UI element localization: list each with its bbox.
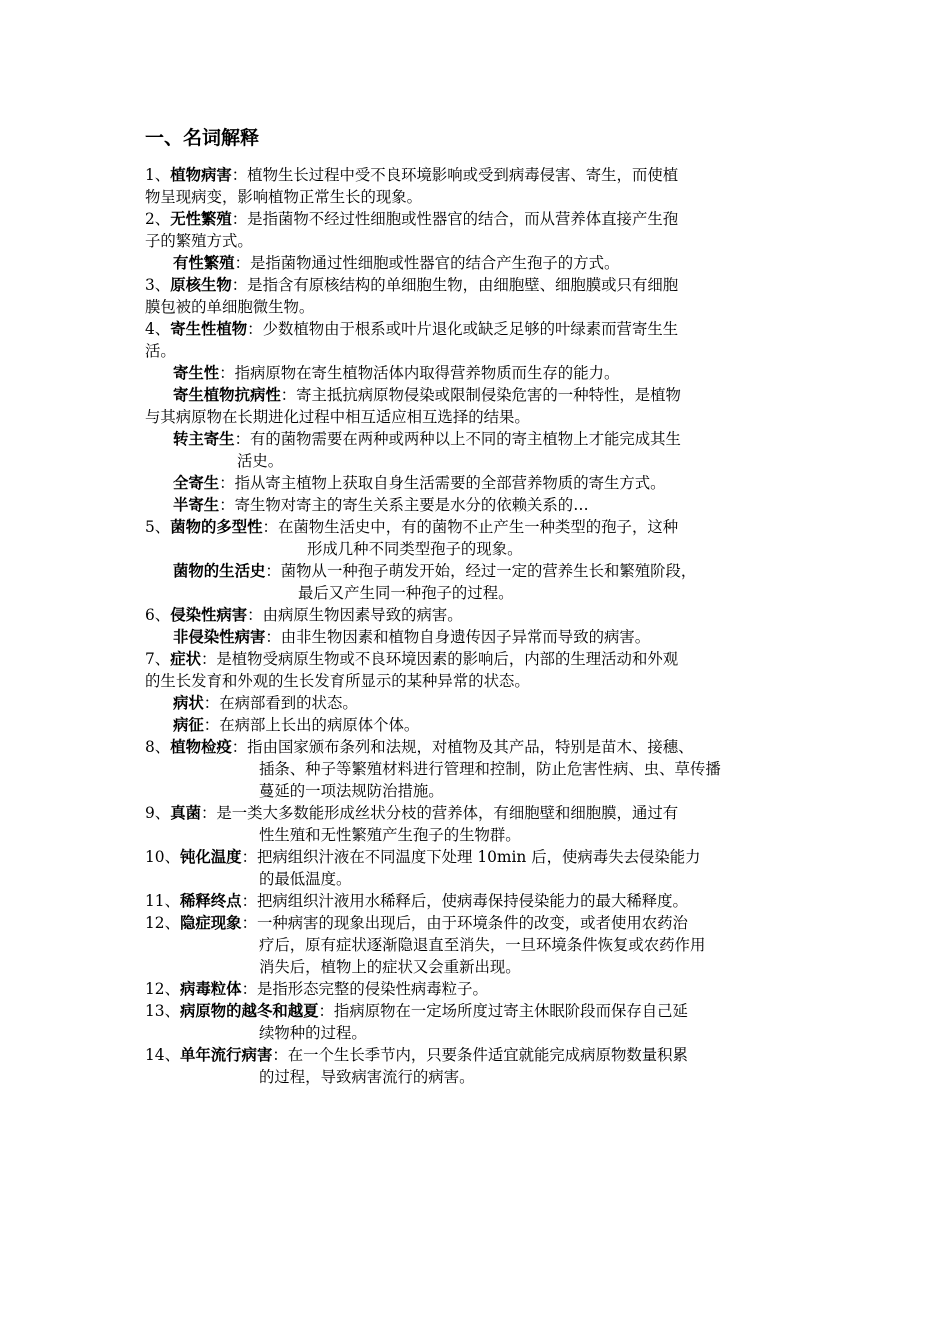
entry-4-line-1: 4、寄生性植物：少数植物由于根系或叶片退化或缺乏足够的叶绿素而营寄生生 [145,320,679,338]
entry-4d-line-1: 转主寄生：有的菌物需要在两种或两种以上不同的寄主植物上才能完成其生 [173,430,681,448]
entry-term: 菌物的多型性 [170,518,263,536]
entry-definition: 在一个生长季节内，只要条件适宜就能完成病原物数量积累 [287,1046,688,1064]
entry-definition: 是指菌物不经过性细胞或性器官的结合，而从营养体直接产生孢 [247,210,679,228]
entry-definition: 植物生长过程中受不良环境影响或受到病毒侵害、寄生，而使植 [247,166,679,184]
entry-definition: 是指含有原核结构的单细胞生物，由细胞壁、细胞膜或只有细胞 [247,276,679,294]
entry-number: 14、 [145,1046,180,1064]
entry-term: 原核生物 [170,276,232,294]
entry-2b-line-1: 有性繁殖：是指菌物通过性细胞或性器官的结合产生孢子的方式。 [173,254,620,272]
entry-12-line-1: 12、隐症现象：一种病害的现象出现后，由于环境条件的改变，或者使用农药治 [145,914,688,932]
entry-term: 病毒粒体 [179,980,242,998]
entry-5-line-2: 形成几种不同类型孢子的现象。 [307,540,523,558]
entry-7c-line-1: 病征：在病部上长出的病原体个体。 [173,716,420,734]
entry-term: 稀释终点 [179,892,242,910]
entry-11-line-1: 11、稀释终点：把病组织汁液用水稀释后，使病毒保持侵染能力的最大稀释度。 [145,892,688,910]
entry-number: 7、 [145,650,171,668]
entry-5b-line-1: 菌物的生活史：菌物从一种孢子萌发开始，经过一定的营养生长和繁殖阶段， [173,562,697,580]
section-heading: 一、名词解释 [145,127,260,149]
entry-14-line-1: 14、单年流行病害：在一个生长季节内，只要条件适宜就能完成病原物数量积累 [145,1046,688,1064]
entry-1-line-1: 1、植物病害：植物生长过程中受不良环境影响或受到病毒侵害、寄生，而使植 [145,166,679,184]
entry-number: 12、 [145,914,180,932]
entry-13-line-1: 13、病原物的越冬和越夏：指病原物在一定场所度过寄主休眠阶段而保存自己延 [145,1002,688,1020]
entry-term: 有性繁殖 [173,254,235,272]
entry-definition: 是一类大多数能形成丝状分枝的营养体，有细胞壁和细胞膜，通过有 [216,804,679,822]
entry-number: 9、 [145,804,171,822]
entry-number: 6、 [145,606,171,624]
entry-number: 4、 [145,320,171,338]
entry-4c-line-2: 与其病原物在长期进化过程中相互适应相互选择的结果。 [145,408,530,426]
entry-term: 病征 [173,716,204,734]
entry-term: 半寄生 [173,496,220,514]
entry-number: 3、 [145,276,171,294]
entry-term: 症状 [170,650,201,668]
entry-7-line-2: 的生长发育和外观的生长发育所显示的某种异常的状态。 [145,672,530,690]
entry-5-line-1: 5、菌物的多型性：在菌物生活史中，有的菌物不止产生一种类型的孢子，这种 [145,518,679,536]
entry-definition: 指病原物在一定场所度过寄主休眠阶段而保存自己延 [333,1002,688,1020]
entry-definition: 由非生物因素和植物自身遗传因子异常而导致的病害。 [280,628,651,646]
entry-definition: 寄主抵抗病原物侵染或限制侵染危害的一种特性，是植物 [296,386,681,404]
entry-7b-line-1: 病状：在病部看到的状态。 [173,694,358,712]
entry-definition: 把病组织汁液在不同温度下处理 10min 后，使病毒失去侵染能力 [256,848,701,866]
entry-term: 真菌 [170,804,201,822]
entry-8-line-2: 插条、种子等繁殖材料进行管理和控制，防止危害性病、虫、草传播 [259,760,721,778]
entry-number: 1、 [145,166,171,184]
entry-term: 侵染性病害 [170,606,248,624]
entry-term: 寄生性 [173,364,220,382]
entry-12-line-2: 疗后，原有症状逐渐隐退直至消失，一旦环境条件恢复或农药作用 [259,936,706,954]
entry-definition: 有的菌物需要在两种或两种以上不同的寄主植物上才能完成其生 [249,430,681,448]
entry-8-line-3: 蔓延的一项法规防治措施。 [259,782,444,800]
entry-definition: 是指形态完整的侵染性病毒粒子。 [256,980,488,998]
entry-5b-line-2: 最后又产生同一种孢子的过程。 [298,584,514,602]
entry-4e-line-1: 全寄生：指从寄主植物上获取自身生活需要的全部营养物质的寄生方式。 [173,474,666,492]
entry-term: 全寄生 [173,474,220,492]
entry-4c-line-1: 寄生植物抗病性：寄主抵抗病原物侵染或限制侵染危害的一种特性，是植物 [173,386,681,404]
entry-3-line-2: 膜包被的单细胞微生物。 [145,298,315,316]
entry-4b-line-1: 寄生性：指病原物在寄生植物活体内取得营养物质而生存的能力。 [173,364,620,382]
entry-definition: 指由国家颁布条列和法规，对植物及其产品，特别是苗木、接穗、 [247,738,694,756]
entry-number: 13、 [145,1002,180,1020]
entry-definition: 指从寄主植物上获取自身生活需要的全部营养物质的寄生方式。 [234,474,666,492]
entry-definition: 把病组织汁液用水稀释后，使病毒保持侵染能力的最大稀释度。 [256,892,688,910]
entry-number: 11、 [145,892,180,910]
entry-definition: 在菌物生活史中，有的菌物不止产生一种类型的孢子，这种 [277,518,679,536]
entry-term: 隐症现象 [179,914,242,932]
entry-14-line-2: 的过程，导致病害流行的病害。 [259,1068,475,1086]
entry-term: 病原物的越冬和越夏 [179,1002,319,1020]
entry-definition: 一种病害的现象出现后，由于环境条件的改变，或者使用农药治 [256,914,688,932]
entry-number: 12、 [145,980,180,998]
entry-10-line-1: 10、钝化温度：把病组织汁液在不同温度下处理 10min 后，使病毒失去侵染能力 [145,848,701,866]
entry-2-line-1: 2、无性繁殖：是指菌物不经过性细胞或性器官的结合，而从营养体直接产生孢 [145,210,679,228]
entry-definition: 寄生物对寄主的寄生关系主要是水分的依赖关系的… [234,496,589,514]
entry-1-line-2: 物呈现病变，影响植物正常生长的现象。 [145,188,423,206]
entry-definition: 是指菌物通过性细胞或性器官的结合产生孢子的方式。 [249,254,620,272]
entry-6-line-1: 6、侵染性病害：由病原生物因素导致的病害。 [145,606,463,624]
entry-term: 病状 [173,694,204,712]
entry-term: 寄生植物抗病性 [173,386,281,404]
entry-term: 无性繁殖 [170,210,232,228]
entry-number: 2、 [145,210,171,228]
entry-6b-line-1: 非侵染性病害：由非生物因素和植物自身遗传因子异常而导致的病害。 [173,628,651,646]
entry-definition: 在病部看到的状态。 [219,694,358,712]
entry-term: 钝化温度 [179,848,242,866]
entry-10-line-2: 的最低温度。 [259,870,352,888]
entry-term: 转主寄生 [173,430,235,448]
entry-definition: 指病原物在寄生植物活体内取得营养物质而生存的能力。 [234,364,620,382]
entry-definition: 少数植物由于根系或叶片退化或缺乏足够的叶绿素而营寄生生 [262,320,679,338]
entry-term: 寄生性植物 [170,320,248,338]
entry-12-line-3: 消失后，植物上的症状又会重新出现。 [259,958,521,976]
entry-definition: 由病原生物因素导致的病害。 [262,606,463,624]
entry-3-line-1: 3、原核生物：是指含有原核结构的单细胞生物，由细胞壁、细胞膜或只有细胞 [145,276,679,294]
entry-9-line-1: 9、真菌：是一类大多数能形成丝状分枝的营养体，有细胞壁和细胞膜，通过有 [145,804,679,822]
entry-number: 8、 [145,738,171,756]
entry-definition: 菌物从一种孢子萌发开始，经过一定的营养生长和繁殖阶段， [280,562,697,580]
entry-4f-line-1: 半寄生：寄生物对寄主的寄生关系主要是水分的依赖关系的… [173,496,589,514]
entry-term: 非侵染性病害 [173,628,266,646]
entry-number: 5、 [145,518,171,536]
entry-7-line-1: 7、症状：是植物受病原生物或不良环境因素的影响后，内部的生理活动和外观 [145,650,679,668]
entry-definition: 是植物受病原生物或不良环境因素的影响后，内部的生理活动和外观 [216,650,679,668]
entry-9-line-2: 性生殖和无性繁殖产生孢子的生物群。 [259,826,521,844]
entry-13-line-2: 续物种的过程。 [259,1024,367,1042]
entry-4-line-2: 活。 [145,342,176,360]
entry-term: 单年流行病害 [179,1046,273,1064]
entry-12b-line-1: 12、病毒粒体：是指形态完整的侵染性病毒粒子。 [145,980,488,998]
entry-term: 菌物的生活史 [173,562,266,580]
entry-term: 植物病害 [170,166,232,184]
entry-4d-line-2: 活史。 [237,452,284,470]
entry-8-line-1: 8、植物检疫：指由国家颁布条列和法规，对植物及其产品，特别是苗木、接穗、 [145,738,694,756]
entry-2-line-2: 子的繁殖方式。 [145,232,253,250]
entry-number: 10、 [145,848,180,866]
entry-definition: 在病部上长出的病原体个体。 [219,716,420,734]
entry-term: 植物检疫 [170,738,232,756]
